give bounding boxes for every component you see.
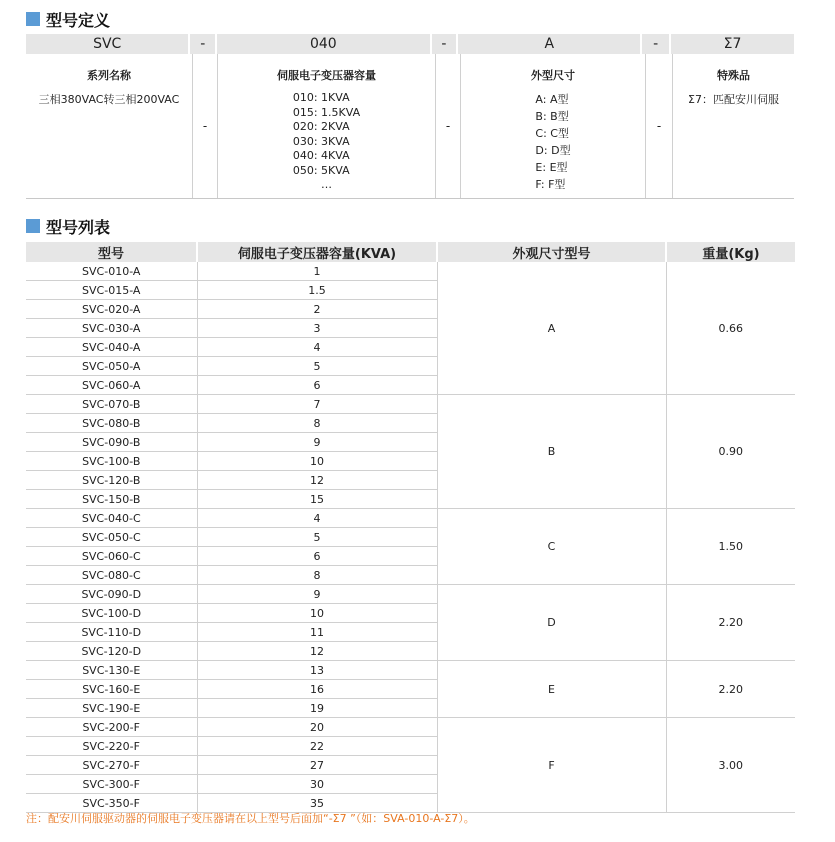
def-size-col: [461, 54, 646, 198]
table-row: [26, 509, 795, 528]
cell-model: SVC-220-F: [26, 737, 197, 756]
cell-capacity: 8: [197, 414, 437, 433]
section-title-definition: [26, 7, 110, 31]
cell-weight: 3.00: [666, 718, 795, 813]
table-row: [26, 395, 795, 414]
cell-model: SVC-120-D: [26, 642, 197, 661]
section-title-list: [26, 214, 110, 238]
cell-model: SVC-040-A: [26, 338, 197, 357]
definition-header-row: [26, 34, 794, 54]
def-header-special: Σ7: [671, 34, 794, 54]
section-title-text: 型号定义: [46, 10, 111, 30]
cell-model: SVC-110-D: [26, 623, 197, 642]
cell-capacity: 19: [197, 699, 437, 718]
cell-weight: 1.50: [666, 509, 795, 585]
cell-capacity: 13: [197, 661, 437, 680]
def-capacity-list: [293, 91, 360, 193]
def-capacity-item: …: [320, 178, 332, 191]
def-capacity-item: 020: 2KVA: [292, 120, 350, 133]
def-header-dash-2: -: [432, 34, 459, 54]
cell-capacity: 1.5: [197, 281, 437, 300]
cell-model: SVC-080-C: [26, 566, 197, 585]
def-size-title: 外型尺寸: [531, 69, 575, 82]
cell-model: SVC-150-B: [26, 490, 197, 509]
cell-capacity: 16: [197, 680, 437, 699]
section-title-text: 型号列表: [46, 217, 111, 237]
def-header-capacity: 040: [217, 34, 432, 54]
cell-capacity: 3: [197, 319, 437, 338]
cell-capacity: 10: [197, 452, 437, 471]
def-capacity-item: 040: 4KVA: [292, 149, 350, 162]
footnote: 注：配安川伺服驱动器的伺服电子变压器请在以上型号后面加“-Σ7 ”（如：SVA-010-A-Σ7）。: [26, 812, 475, 825]
cell-model: SVC-090-B: [26, 433, 197, 452]
cell-capacity: 10: [197, 604, 437, 623]
definition-bottom-rule: [26, 198, 794, 199]
table-body: [26, 262, 795, 813]
cell-model: SVC-080-B: [26, 414, 197, 433]
def-size-list: [535, 91, 570, 193]
cell-capacity: 12: [197, 471, 437, 490]
cell-capacity: 2: [197, 300, 437, 319]
cell-model: SVC-200-F: [26, 718, 197, 737]
def-special-title: 特殊品: [717, 69, 750, 82]
def-dash-2: -: [436, 54, 461, 198]
def-series-desc: 三相380VAC转三相200VAC: [38, 93, 180, 106]
cell-model: SVC-060-C: [26, 547, 197, 566]
header-weight: 重量(Kg): [666, 242, 795, 262]
def-series-title: 系列名称: [87, 69, 131, 82]
def-header-dash-3: -: [642, 34, 671, 54]
cell-size: C: [437, 509, 666, 585]
table-row: [26, 661, 795, 680]
cell-capacity: 7: [197, 395, 437, 414]
def-size-item: C: C型: [535, 127, 569, 140]
cell-model: SVC-050-C: [26, 528, 197, 547]
definition-body-row: [26, 54, 794, 198]
cell-capacity: 27: [197, 756, 437, 775]
cell-model: SVC-100-B: [26, 452, 197, 471]
cell-size: D: [437, 585, 666, 661]
cell-weight: 0.66: [666, 262, 795, 395]
def-size-item: B: B型: [535, 110, 569, 123]
def-capacity-item: 010: 1KVA: [292, 91, 350, 104]
cell-weight: 0.90: [666, 395, 795, 509]
cell-capacity: 4: [197, 338, 437, 357]
cell-model: SVC-015-A: [26, 281, 197, 300]
cell-model: SVC-050-A: [26, 357, 197, 376]
cell-model: SVC-190-E: [26, 699, 197, 718]
cell-model: SVC-160-E: [26, 680, 197, 699]
cell-capacity: 30: [197, 775, 437, 794]
cell-capacity: 12: [197, 642, 437, 661]
section-marker-icon: [26, 219, 40, 233]
cell-model: SVC-070-B: [26, 395, 197, 414]
cell-model: SVC-030-A: [26, 319, 197, 338]
cell-capacity: 9: [197, 585, 437, 604]
cell-weight: 2.20: [666, 585, 795, 661]
cell-capacity: 6: [197, 376, 437, 395]
def-special-desc: Σ7：匹配安川伺服: [688, 93, 779, 106]
def-dash-1: -: [193, 54, 218, 198]
cell-weight: 2.20: [666, 661, 795, 718]
cell-model: SVC-350-F: [26, 794, 197, 813]
header-capacity: 伺服电子变压器容量(KVA): [197, 242, 437, 262]
table-row: [26, 585, 795, 604]
cell-model: SVC-060-A: [26, 376, 197, 395]
table-row: [26, 718, 795, 737]
header-model: 型号: [26, 242, 197, 262]
table-header-row: [26, 242, 795, 262]
cell-model: SVC-300-F: [26, 775, 197, 794]
def-size-item: D: D型: [535, 144, 571, 157]
model-definition-grid: [26, 34, 794, 198]
def-capacity-item: 015: 1.5KVA: [292, 105, 361, 119]
def-special-col: [673, 54, 794, 198]
cell-capacity: 35: [197, 794, 437, 813]
cell-capacity: 5: [197, 357, 437, 376]
table-row: [26, 262, 795, 281]
def-header-size: A: [458, 34, 642, 54]
section-marker-icon: [26, 12, 40, 26]
cell-capacity: 6: [197, 547, 437, 566]
cell-capacity: 8: [197, 566, 437, 585]
def-capacity-col: [218, 54, 436, 198]
cell-size: A: [437, 262, 666, 395]
cell-model: SVC-010-A: [26, 262, 197, 281]
cell-model: SVC-100-D: [26, 604, 197, 623]
cell-capacity: 15: [197, 490, 437, 509]
header-size: 外观尺寸型号: [437, 242, 666, 262]
def-size-item: E: E型: [535, 161, 568, 174]
cell-capacity: 9: [197, 433, 437, 452]
cell-model: SVC-020-A: [26, 300, 197, 319]
cell-model: SVC-090-D: [26, 585, 197, 604]
cell-model: SVC-040-C: [26, 509, 197, 528]
cell-capacity: 22: [197, 737, 437, 756]
cell-size: E: [437, 661, 666, 718]
def-size-item: F: F型: [535, 178, 566, 191]
cell-capacity: 1: [197, 262, 437, 281]
cell-capacity: 20: [197, 718, 437, 737]
cell-model: SVC-130-E: [26, 661, 197, 680]
def-capacity-title: 伺服电子变压器容量: [277, 69, 376, 82]
cell-size: B: [437, 395, 666, 509]
def-series-col: [26, 54, 193, 198]
def-capacity-item: 050: 5KVA: [292, 163, 350, 177]
cell-capacity: 5: [197, 528, 437, 547]
cell-model: SVC-120-B: [26, 471, 197, 490]
def-capacity-item: 030: 3KVA: [292, 134, 350, 148]
model-table: [26, 242, 795, 813]
def-header-series: SVC: [26, 34, 190, 54]
cell-size: F: [437, 718, 666, 813]
def-header-dash-1: -: [190, 34, 217, 54]
cell-capacity: 4: [197, 509, 437, 528]
cell-capacity: 11: [197, 623, 437, 642]
def-size-item: A: A型: [535, 93, 569, 106]
cell-model: SVC-270-F: [26, 756, 197, 775]
def-dash-3: -: [646, 54, 673, 198]
